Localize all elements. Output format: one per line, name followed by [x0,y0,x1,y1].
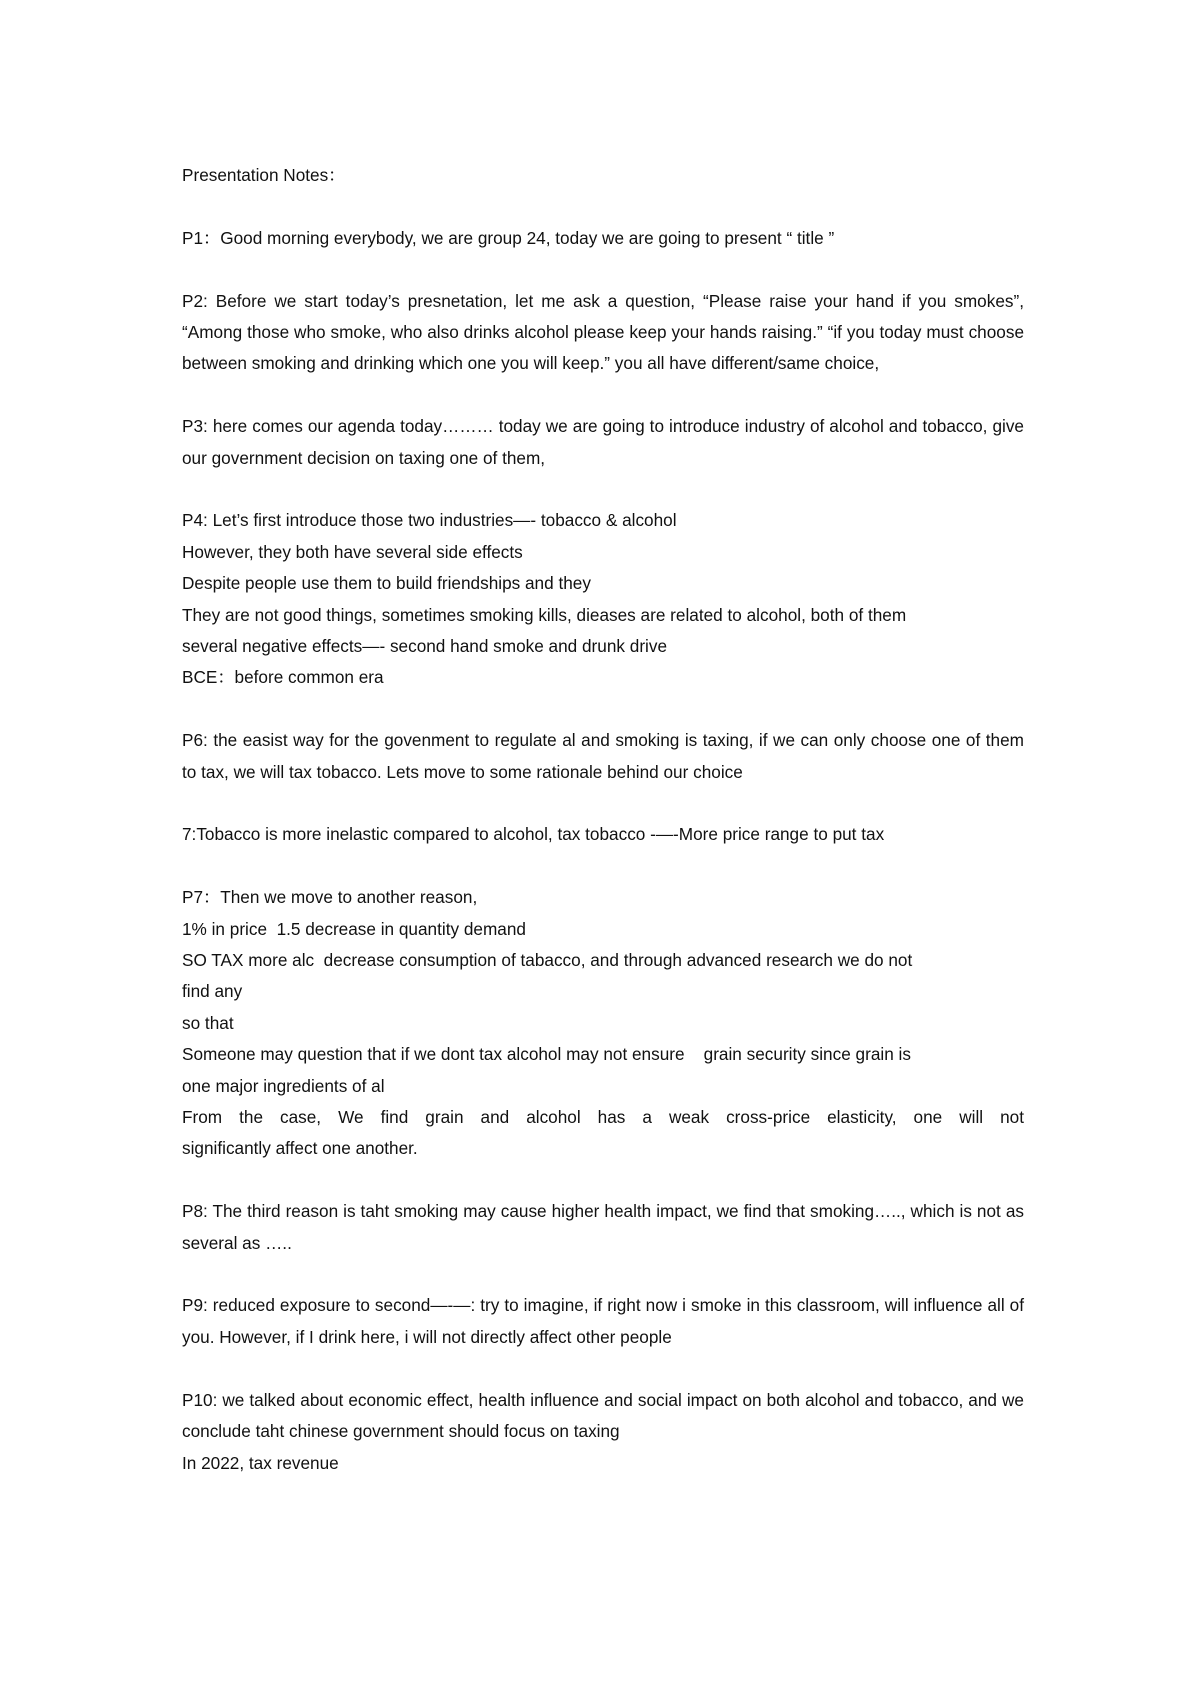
p7-line: one major ingredients of al [182,1075,385,1096]
p4-line: BCE：before common era [182,667,384,688]
p7-line: SO TAX more alc decrease consumption of tabacco, and through advanced research we do not [182,950,913,971]
p4-line: However, they both have several side effects [182,541,523,562]
p7-line: P7：Then we move to another reason, [182,887,478,908]
p7-line: significantly affect one another. [182,1138,418,1159]
document-body [182,160,1029,1510]
document-title [182,160,1024,191]
paragraph-p6: P6: the easist way for the govenment to regulate al and smoking is taxing, if we can only choose one of them to tax, we will tax tobacco. Lets move to some rationale behind our choice [182,730,1024,782]
p7-line: Someone may question that if we dont tax alcohol may not ensure grain security since grain is [182,1044,911,1065]
p7-line: find any [182,981,243,1002]
p7-line: so that [182,1012,234,1033]
title-text: Presentation Notes： [182,165,346,185]
p7-line: 1% in price 1.5 decrease in quantity demand [182,918,526,939]
paragraph-p7 [182,882,1024,1165]
p10-extra-line: In 2022, tax revenue [182,1452,339,1473]
p4-line: several negative effects—- second hand smoke and drunk drive [182,636,668,657]
p4-line: They are not good things, sometimes smoking kills, dieases are related to alcohol, both of them [182,604,907,625]
paragraph-p4 [182,505,1024,693]
paragraph-p10 [182,1385,1029,1479]
paragraph-p8: P8: The third reason is taht smoking may cause higher health impact, we find that smoking….., which is not as several as ….. [182,1201,1024,1253]
p7-line: From the case, We find grain and alcohol has a weak cross-price elasticity, one will not [182,1107,1024,1128]
p4-line: P4: Let’s first introduce those two industries—- tobacco & alcohol [182,510,677,531]
p4-line: Despite people use them to build friendships and they [182,573,591,594]
p10-text: P10: we talked about economic effect, health influence and social impact on both alcohol and tobacco, and we conclude taht chinese government should focus on taxing [182,1389,1029,1442]
p7-intro-line: 7:Tobacco is more inelastic compared to alcohol, tax tobacco -—-More price range to put tax [182,824,885,845]
paragraph-p3: P3: here comes our agenda today……… today we are going to introduce industry of alcohol and tobacco, give our government decision on taxing one of them, [182,416,1024,468]
paragraph-p7-intro [182,819,1024,850]
paragraph-p1 [182,223,1024,254]
paragraph-p9: P9: reduced exposure to second—-—: try to imagine, if right now i smoke in this classroom, will influence all of you. However, if I drink here, i will not directly affect other people [182,1295,1024,1347]
paragraph-p2: P2: Before we start today’s presnetation, let me ask a question, “Please raise your hand if you smokes”, “Among those who smoke, who also drinks alcohol please keep your hands raising.” “if you today must choose between smoking and drinking which one you will keep.” you all have different/same choice, [182,290,1024,374]
p1-line: P1：Good morning everybody, we are group 24, today we are going to present “ title ” [182,227,835,248]
